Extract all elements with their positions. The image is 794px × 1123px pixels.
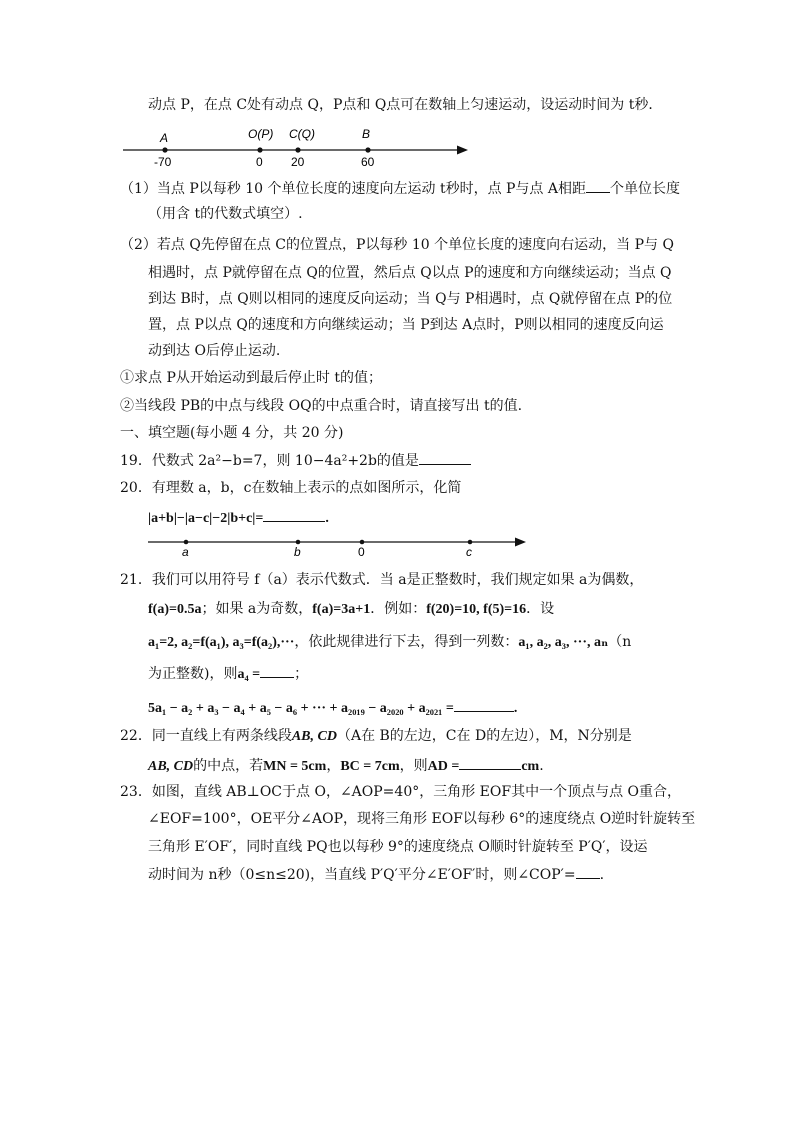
- q21-formula-example: f(20)=10, f(5)=16: [426, 602, 527, 617]
- question-20-line-1: 20．有理数 a，b，c在数轴上表示的点如图所示，化简: [120, 480, 462, 496]
- q21-text-2b: ；如果 a为奇数，: [201, 601, 313, 617]
- q22-ad: AD =: [427, 759, 460, 774]
- point-label-a: A: [160, 131, 169, 145]
- point-label-b: B: [362, 127, 371, 141]
- q19-answer-blank[interactable]: [419, 450, 471, 465]
- q22-text-1a: 22．同一直线上有两条线段: [120, 728, 292, 744]
- q1-answer-blank[interactable]: [586, 178, 610, 193]
- q22-bc: BC = 7cm: [340, 759, 400, 774]
- q21-text-2d: ．例如：: [370, 601, 427, 617]
- question-2-line-2: 相遇时，点 P就停留在点 Q的位置，然后点 Q以点 P的速度和方向继续运动；当点 Q: [148, 265, 672, 281]
- number-line-figure-2: [146, 532, 530, 560]
- number-line-figure-1: [120, 124, 480, 172]
- question-21-line-2: [148, 599, 554, 620]
- question-22-line-2: AB, CD的中点，若MN = 5cm，BC = 7cm，则AD = cm.: [148, 755, 544, 777]
- question-1-line-2: （用含 t的代数式填空）.: [148, 206, 303, 222]
- q22-text-1c: （A在 B的左边，C在 D的左边），M，N分别是: [336, 728, 632, 744]
- question-19: [120, 450, 471, 471]
- q1-text-end: 个单位长度: [610, 181, 680, 197]
- axis2-label-a: a: [182, 545, 189, 559]
- intro-line: 动点 P，在点 C处有动点 Q，P点和 Q点可在数轴上匀速运动，设运动时间为 t秒．: [148, 97, 663, 113]
- q22-text-2d: ，: [326, 758, 341, 774]
- q20-expr: |a+b|−|a−c|−2|b+c|=: [148, 511, 264, 526]
- question-23-line-4: 动时间为 n秒（0≤n≤20)，当直线 P′Q′平分∠E′OF′时，则∠COP′= .: [148, 864, 604, 885]
- q21-formula-even: f(a)=0.5a: [148, 602, 202, 617]
- q19-text: 19．代数式 2a²−b=7，则 10−4a²+2b的值是: [120, 453, 419, 469]
- q22-mn: MN = 5cm: [263, 759, 327, 774]
- q21-a4: a₄ =: [237, 667, 261, 682]
- question-2-line-1: （2）若点 Q先停留在点 C的位置点，P以每秒 10 个单位长度的速度向右运动，当 P与 Q: [120, 237, 674, 253]
- question-23-line-3: 三角形 E′OF′，同时直线 PQ也以每秒 9°的速度绕点 O顺时针旋转至 P′Q′，设运: [148, 839, 648, 855]
- question-21-line-5: 5a₁ − a₂ + a₃ − a₄ + a₅ − a₆ + ··· + a₂₀₁₉ − a₂₀₂₀ + a₂₀₂₁ = .: [148, 697, 517, 719]
- q22-segments: AB, CD: [291, 729, 337, 744]
- q22-unit: cm: [521, 759, 540, 774]
- q21-text-3d: （n: [608, 634, 632, 650]
- tick-value-a: -70: [154, 155, 172, 169]
- question-23-line-2: ∠EOF=100°，OE平分∠AOP，现将三角形 EOF以每秒 6°的速度绕点 O逆时针旋转至: [148, 811, 696, 827]
- q21-sequence-def: a₁=2, a₂=f(a₁), a₃=f(a₂),···: [148, 635, 295, 650]
- question-21-line-4: [148, 663, 308, 685]
- q21-text-3b: ，依此规律进行下去，得到一列数：: [294, 634, 519, 650]
- question-2-line-3: 到达 B时，点 Q则以相同的速度反向运动；当 Q与 P相遇时，点 Q就停留在点 P的位: [148, 291, 673, 307]
- point-label-c: C(Q): [289, 127, 315, 141]
- q21-sum-answer-blank[interactable]: [454, 697, 514, 712]
- question-2-sub-2: ②当线段 PB的中点与线段 OQ的中点重合时，请直接写出 t的值.: [120, 398, 523, 414]
- q23-text-4: 动时间为 n秒（0≤n≤20)，当直线 P′Q′平分∠E′OF′时，则∠COP′=: [148, 867, 576, 883]
- question-2-line-5: 动到达 O后停止运动.: [148, 343, 281, 359]
- axis2-label-b: b: [294, 545, 301, 559]
- axis2-label-c: c: [466, 545, 472, 559]
- question-1-line-1: [120, 178, 680, 199]
- question-22-line-1: [120, 726, 632, 747]
- q21-text-4c: ；: [294, 666, 309, 682]
- tick-value-c: 20: [291, 155, 305, 169]
- question-23-line-1: 23．如图，直线 AB⊥OC于点 O，∠AOP=40°，三角形 EOF其中一个顶点与点 O重合，: [120, 784, 682, 800]
- q22-text-2f: ，则: [399, 758, 428, 774]
- q21-sequence: a₁, a₂, a₃, ···, aₙ: [518, 635, 609, 650]
- q21-text-2f: ．设: [526, 601, 555, 617]
- axis2-label-0: 0: [358, 545, 365, 559]
- q22-text-2b: 的中点，若: [193, 758, 264, 774]
- q21-text-4a: 为正整数)，则: [148, 666, 238, 682]
- q1-text: （1）当点 P以每秒 10 个单位长度的速度向左运动 t秒时，点 P与点 A相距: [120, 181, 586, 197]
- q20-answer-blank[interactable]: [263, 507, 325, 522]
- q21-a4-answer-blank[interactable]: [260, 663, 294, 678]
- tick-value-o: 0: [256, 155, 263, 169]
- question-2-sub-1: ①求点 P从开始运动到最后停止时 t的值；: [120, 370, 382, 386]
- q22-segments-2: AB, CD: [148, 759, 194, 774]
- question-2-line-4: 置，点 P以点 Q的速度和方向继续运动；当 P到达 A点时，P则以相同的速度反向运: [148, 317, 664, 333]
- q22-answer-blank[interactable]: [459, 755, 521, 770]
- q23-answer-blank[interactable]: [576, 864, 600, 879]
- question-21-line-1: 21．我们可以用符号 f（a）表示代数式．当 a是正整数时，我们规定如果 a为偶数，: [120, 572, 644, 588]
- tick-value-b: 60: [361, 155, 375, 169]
- point-label-o: O(P): [248, 127, 274, 141]
- section-heading: 一、填空题(每小题 4 分，共 20 分): [120, 425, 344, 441]
- q21-formula-odd: f(a)=3a+1: [312, 602, 371, 617]
- question-21-line-3: [148, 632, 631, 653]
- q21-sum-expr: 5a₁ − a₂ + a₃ − a₄ + a₅ − a₆ + ··· + a₂₀₁₉ − a₂₀₂₀ + a₂₀₂₁ =: [148, 701, 454, 716]
- question-20-expression: |a+b|−|a−c|−2|b+c|= .: [148, 507, 329, 529]
